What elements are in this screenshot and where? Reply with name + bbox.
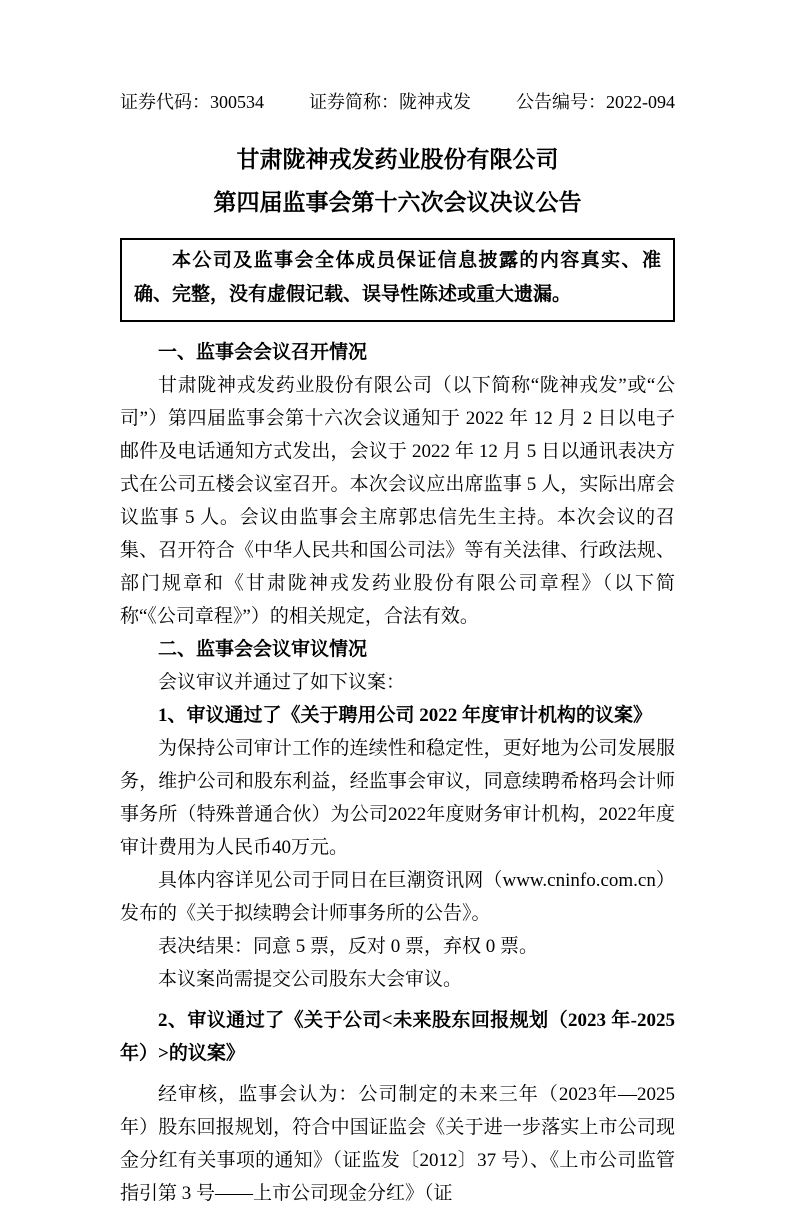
item1-heading: 1、审议通过了《关于聘用公司 2022 年度审计机构的议案》 bbox=[158, 705, 653, 726]
stock-code: 证券代码：300534 bbox=[120, 92, 264, 112]
disclaimer-text: 本公司及监事会全体成员保证信息披露的内容真实、准确、完整，没有虚假记载、误导性陈述或重大遗漏。 bbox=[134, 250, 661, 305]
announcement-number: 公告编号：2022-094 bbox=[516, 92, 675, 112]
section2-intro: 会议审议并通过了如下议案： bbox=[158, 672, 406, 693]
item1-vote-result: 表决结果：同意 5 票，反对 0 票，弃权 0 票。 bbox=[158, 936, 539, 957]
disclaimer-box bbox=[120, 238, 675, 322]
item2-heading: 2、审议通过了《关于公司<未来股东回报规划（2023 年-2025 年）>的议案》 bbox=[120, 1010, 675, 1064]
section1-paragraph: 甘肃陇神戎发药业股份有限公司（以下简称“陇神戎发”或“公司”）第四届监事会第十六次会议通知于 2022 年 12 月 2 日以电子邮件及电话通知方式发出，会议于 2022 年 12 月 5 日以通讯表决方式在公司五楼会议室召开。本次会议应出席监事 5 人，实际出席会议监事 5 人。会议由监事会主席郭忠信先生主持。本次会议的召集、召开符合《中华人民共和国公司法》等有关法律、行政法规、部门规章和《甘肃陇神戎发药业股份有限公司章程》（以下简称“《公司章程》”）的相关规定，合法有效。 bbox=[120, 375, 675, 627]
stock-abbr: 证券简称：陇神戎发 bbox=[309, 92, 471, 112]
item1-note: 本议案尚需提交公司股东大会审议。 bbox=[158, 969, 463, 990]
section2-heading: 二、监事会会议审议情况 bbox=[158, 639, 368, 660]
document-body bbox=[120, 336, 675, 1210]
item1-paragraph2: 具体内容详见公司于同日在巨潮资讯网（www.cninfo.com.cn）发布的《关于拟续聘会计师事务所的公告》。 bbox=[120, 870, 675, 924]
title-block bbox=[120, 138, 675, 224]
section1-heading: 一、监事会会议召开情况 bbox=[158, 342, 368, 363]
company-name-title: 甘肃陇神戎发药业股份有限公司 bbox=[236, 147, 559, 172]
item1-paragraph1: 为保持公司审计工作的连续性和稳定性，更好地为公司发展服务，维护公司和股东利益，经监事会审议，同意续聘希格玛会计师事务所（特殊普通合伙）为公司2022年度财务审计机构，2022年度审计费用为人民币40万元。 bbox=[120, 738, 675, 858]
item2-paragraph1: 经审核，监事会认为：公司制定的未来三年（2023年—2025年）股东回报规划，符合中国证监会《关于进一步落实上市公司现金分红有关事项的通知》（证监发〔2012〕37 号）、《上市公司监管指引第 3 号——上市公司现金分红》（证 bbox=[120, 1084, 675, 1204]
announcement-title: 第四届监事会第十六次会议决议公告 bbox=[213, 190, 582, 215]
document-header bbox=[120, 90, 675, 114]
